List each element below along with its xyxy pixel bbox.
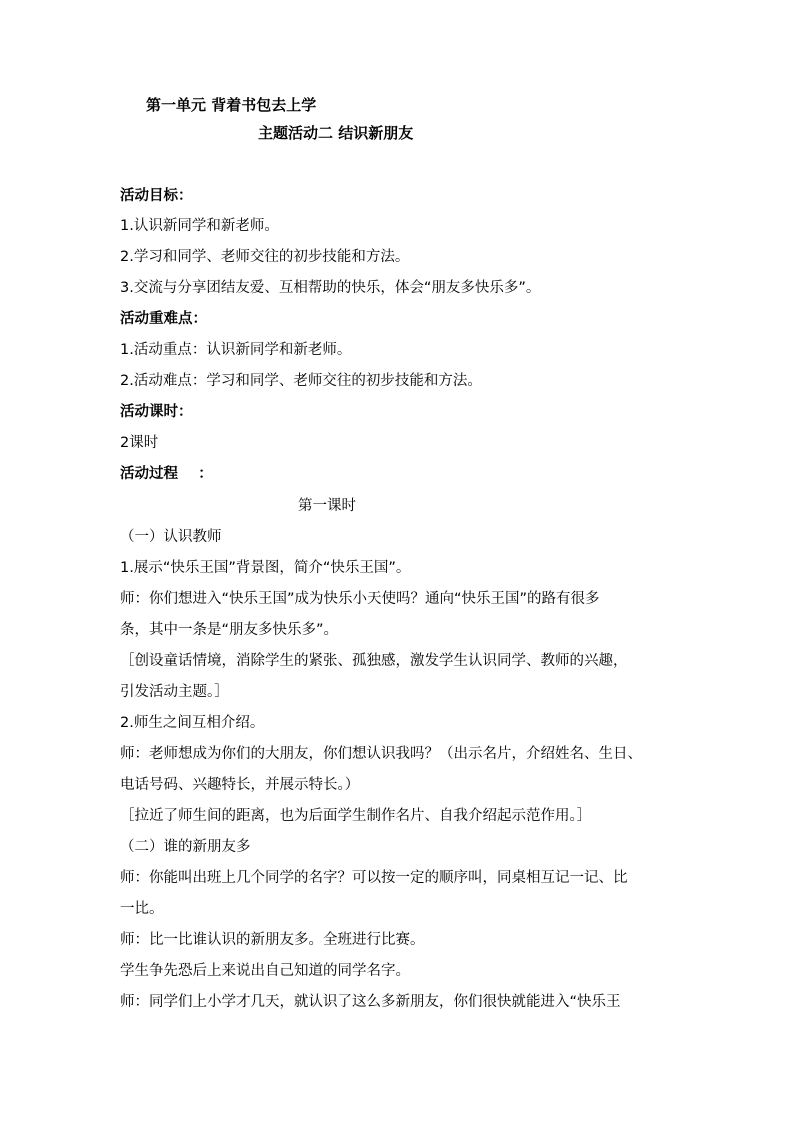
paragraph-line: 电话号码、兴趣特长，并展示特长。） [120, 777, 360, 793]
topic-title: 主题活动二 结识新朋友 [258, 124, 414, 142]
paragraph-line: 条，其中一条是“朋友多快乐多”。 [120, 622, 339, 638]
section-heading-2: （二）谁的新朋友多 [120, 839, 251, 855]
goals-heading: 活动目标： [120, 188, 193, 204]
keypoints-heading: 活动重难点： [120, 311, 207, 327]
paragraph-line: 学生争先恐后上来说出自己知道的同学名字。 [120, 963, 410, 979]
paragraph-line: 师：同学们上小学才几天，就认识了这么多新朋友，你们很快就能进入“快乐王 [120, 994, 621, 1010]
paragraph-line: 一比。 [120, 901, 164, 917]
goal-item: 2.学习和同学、老师交往的初步技能和方法。 [120, 249, 410, 265]
paragraph-line: 师：比一比谁认识的新朋友多。全班进行比赛。 [120, 932, 425, 948]
note-line: ［拉近了师生间的距离，也为后面学生制作名片、自我介绍起示范作用。］ [120, 808, 592, 824]
note-line: ［创设童话情境，消除学生的紧张、孤独感，激发学生认识同学、教师的兴趣， [120, 653, 628, 669]
goal-item: 3.交流与分享团结友爱、互相帮助的快乐，体会“朋友多快乐多”。 [120, 280, 541, 296]
paragraph-line: 师：你能叫出班上几个同学的名字？可以按一定的顺序叫，同桌相互记一记、比 [120, 870, 628, 886]
goal-item: 1.认识新同学和新老师。 [120, 218, 279, 234]
keypoint-item: 1.活动重点：认识新同学和新老师。 [120, 342, 352, 358]
note-line: 引发活动主题。］ [120, 684, 229, 700]
process-heading: 活动过程 ： [120, 466, 213, 482]
keypoint-item: 2.活动难点：学习和同学、老师交往的初步技能和方法。 [120, 373, 482, 389]
paragraph-line: 师：你们想进入“快乐王国”成为快乐小天使吗？通向“快乐王国”的路有很多 [120, 591, 600, 607]
hours-heading: 活动课时： [120, 404, 193, 420]
lesson-title: 第一课时 [298, 498, 356, 514]
paragraph-line: 2.师生之间互相介绍。 [120, 715, 265, 731]
paragraph-line: 1.展示“快乐王国”背景图，简介“快乐王国”。 [120, 560, 411, 576]
paragraph-line: 师：老师想成为你们的大朋友，你们想认识我吗？（出示名片，介绍姓名、生日、 [120, 746, 642, 762]
unit-title: 第一单元 背着书包去上学 [146, 96, 317, 114]
section-heading-1: （一）认识教师 [120, 529, 222, 545]
hours-value: 2课时 [120, 435, 159, 451]
